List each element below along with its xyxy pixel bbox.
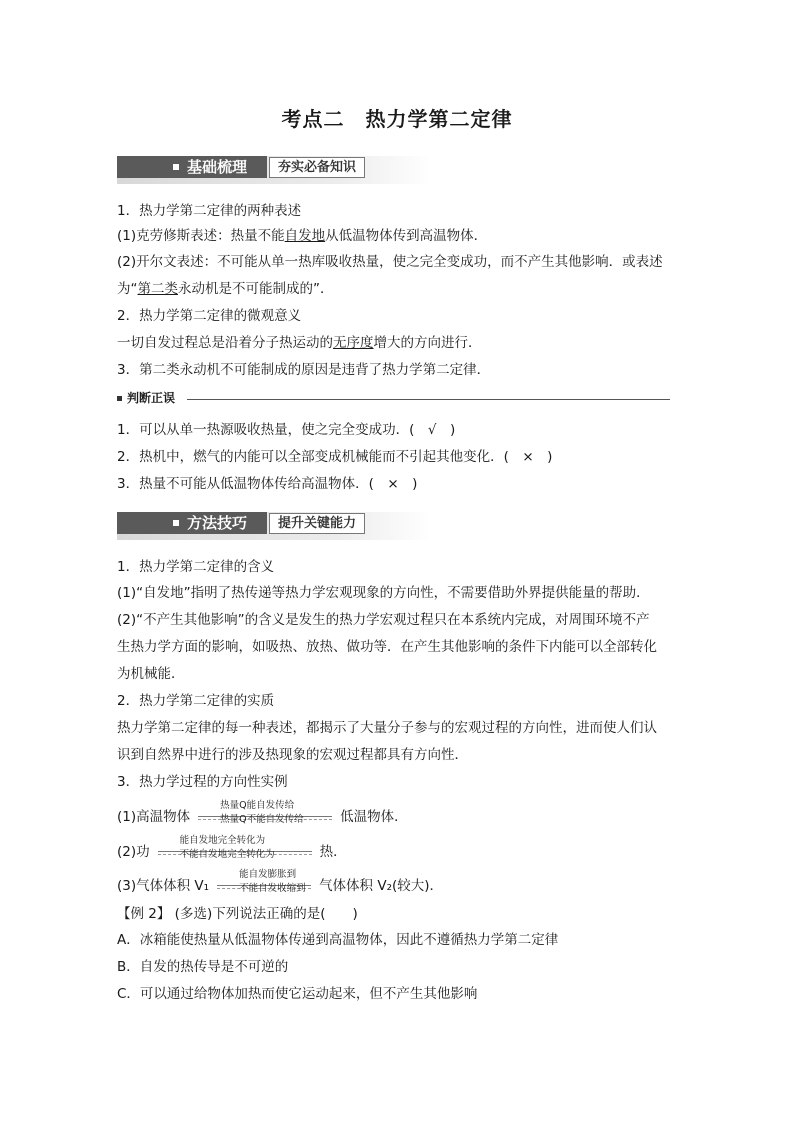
process-arrow: 能自发膨胀到 不能自发收缩到 [209,876,319,896]
example-question: 【例 2】 (多选)下列说法正确的是( ) [117,906,358,922]
judge-item: 1．可以从单一热源吸收热量，使之完全变成功．( √ ) [117,422,456,438]
process-example: (3)气体体积 V₁ 能自发膨胀到 不能自发收缩到 气体体积 V₂(较大)． [117,869,444,894]
section-banner-methods [117,512,431,540]
paragraph: 一切自发过程总是沿着分子热运动的无序度增大的方向进行． [117,335,482,351]
option-c: C．可以通过给物体加热而使它运动起来，但不产生其他影响 [117,986,478,1002]
divider-line [187,399,670,400]
banner-main [117,156,267,178]
heading: 2．热力学第二定律的微观意义 [117,308,302,324]
paragraph: (2)开尔文表述：不可能从单一热库吸收热量，使之完全变成功，而不产生其他影响．或表述 [117,254,663,270]
square-bullet-icon [173,520,179,526]
judge-item: 2．热机中，燃气的内能可以全部变成机械能而不引起其他变化．( × ) [117,449,553,465]
paragraph: (1)克劳修斯表述：热量不能自发地从低温物体传到高温物体． [117,228,488,244]
square-bullet-icon [173,164,179,170]
section-banner-basics [117,156,431,184]
paragraph: 为“第二类永动机是不可能制成的”． [117,281,334,297]
heading: 1．热力学第二定律的两种表述 [117,203,302,219]
heading: 3．第二类永动机不可能制成的原因是违背了热力学第二定律． [117,362,491,378]
process-arrow: 热量Q能自发传给 热量Q不能自发传给 [190,807,340,827]
banner-main-label: 基础梳理 [187,158,248,176]
judge-divider [117,392,670,406]
judge-item: 3．热量不可能从低温物体传给高温物体．( × ) [117,476,418,492]
paragraph: 热力学第二定律的每一种表述，都揭示了大量分子参与的宏观过程的方向性，进而使人们认 [117,720,657,736]
paragraph: (1)“自发地”指明了热传递等热力学宏观现象的方向性，不需要借助外界提供能量的帮助． [117,585,650,601]
process-example: (1)高温物体 热量Q能自发传给 热量Q不能自发传给 低温物体． [117,800,408,825]
option-a: A．冰箱能使热量从低温物体传递到高温物体，因此不遵循热力学第二定律 [117,932,559,948]
heading: 1．热力学第二定律的含义 [117,559,275,575]
judge-label: 判断正误 [127,391,176,405]
paragraph: 识到自然界中进行的涉及热现象的宏观过程都具有方向性． [117,747,468,763]
option-b: B．自发的热传导是不可逆的 [117,959,289,975]
process-arrow: 能自发地完全转化为 不能自发地完全转化为 [150,842,320,862]
heading: 3．热力学过程的方向性实例 [117,774,288,790]
banner-main-label: 方法技巧 [187,514,248,532]
banner-sub-label: 夯实必备知识 [269,157,365,178]
page-title: 考点二 热力学第二定律 [281,107,513,131]
paragraph: 生热力学方面的影响，如吸热、放热、做功等．在产生其他影响的条件下内能可以全部转化 [117,639,657,655]
square-bullet-icon [117,396,122,401]
banner-main [117,512,267,534]
process-example: (2)功 能自发地完全转化为 不能自发地完全转化为 热． [117,835,347,860]
heading: 2．热力学第二定律的实质 [117,693,275,709]
paragraph: 为机械能． [117,666,185,682]
paragraph: (2)“不产生其他影响”的含义是发生的热力学宏观过程只在本系统内完成，对周围环境不产 [117,612,650,628]
banner-sub-label: 提升关键能力 [269,513,365,534]
